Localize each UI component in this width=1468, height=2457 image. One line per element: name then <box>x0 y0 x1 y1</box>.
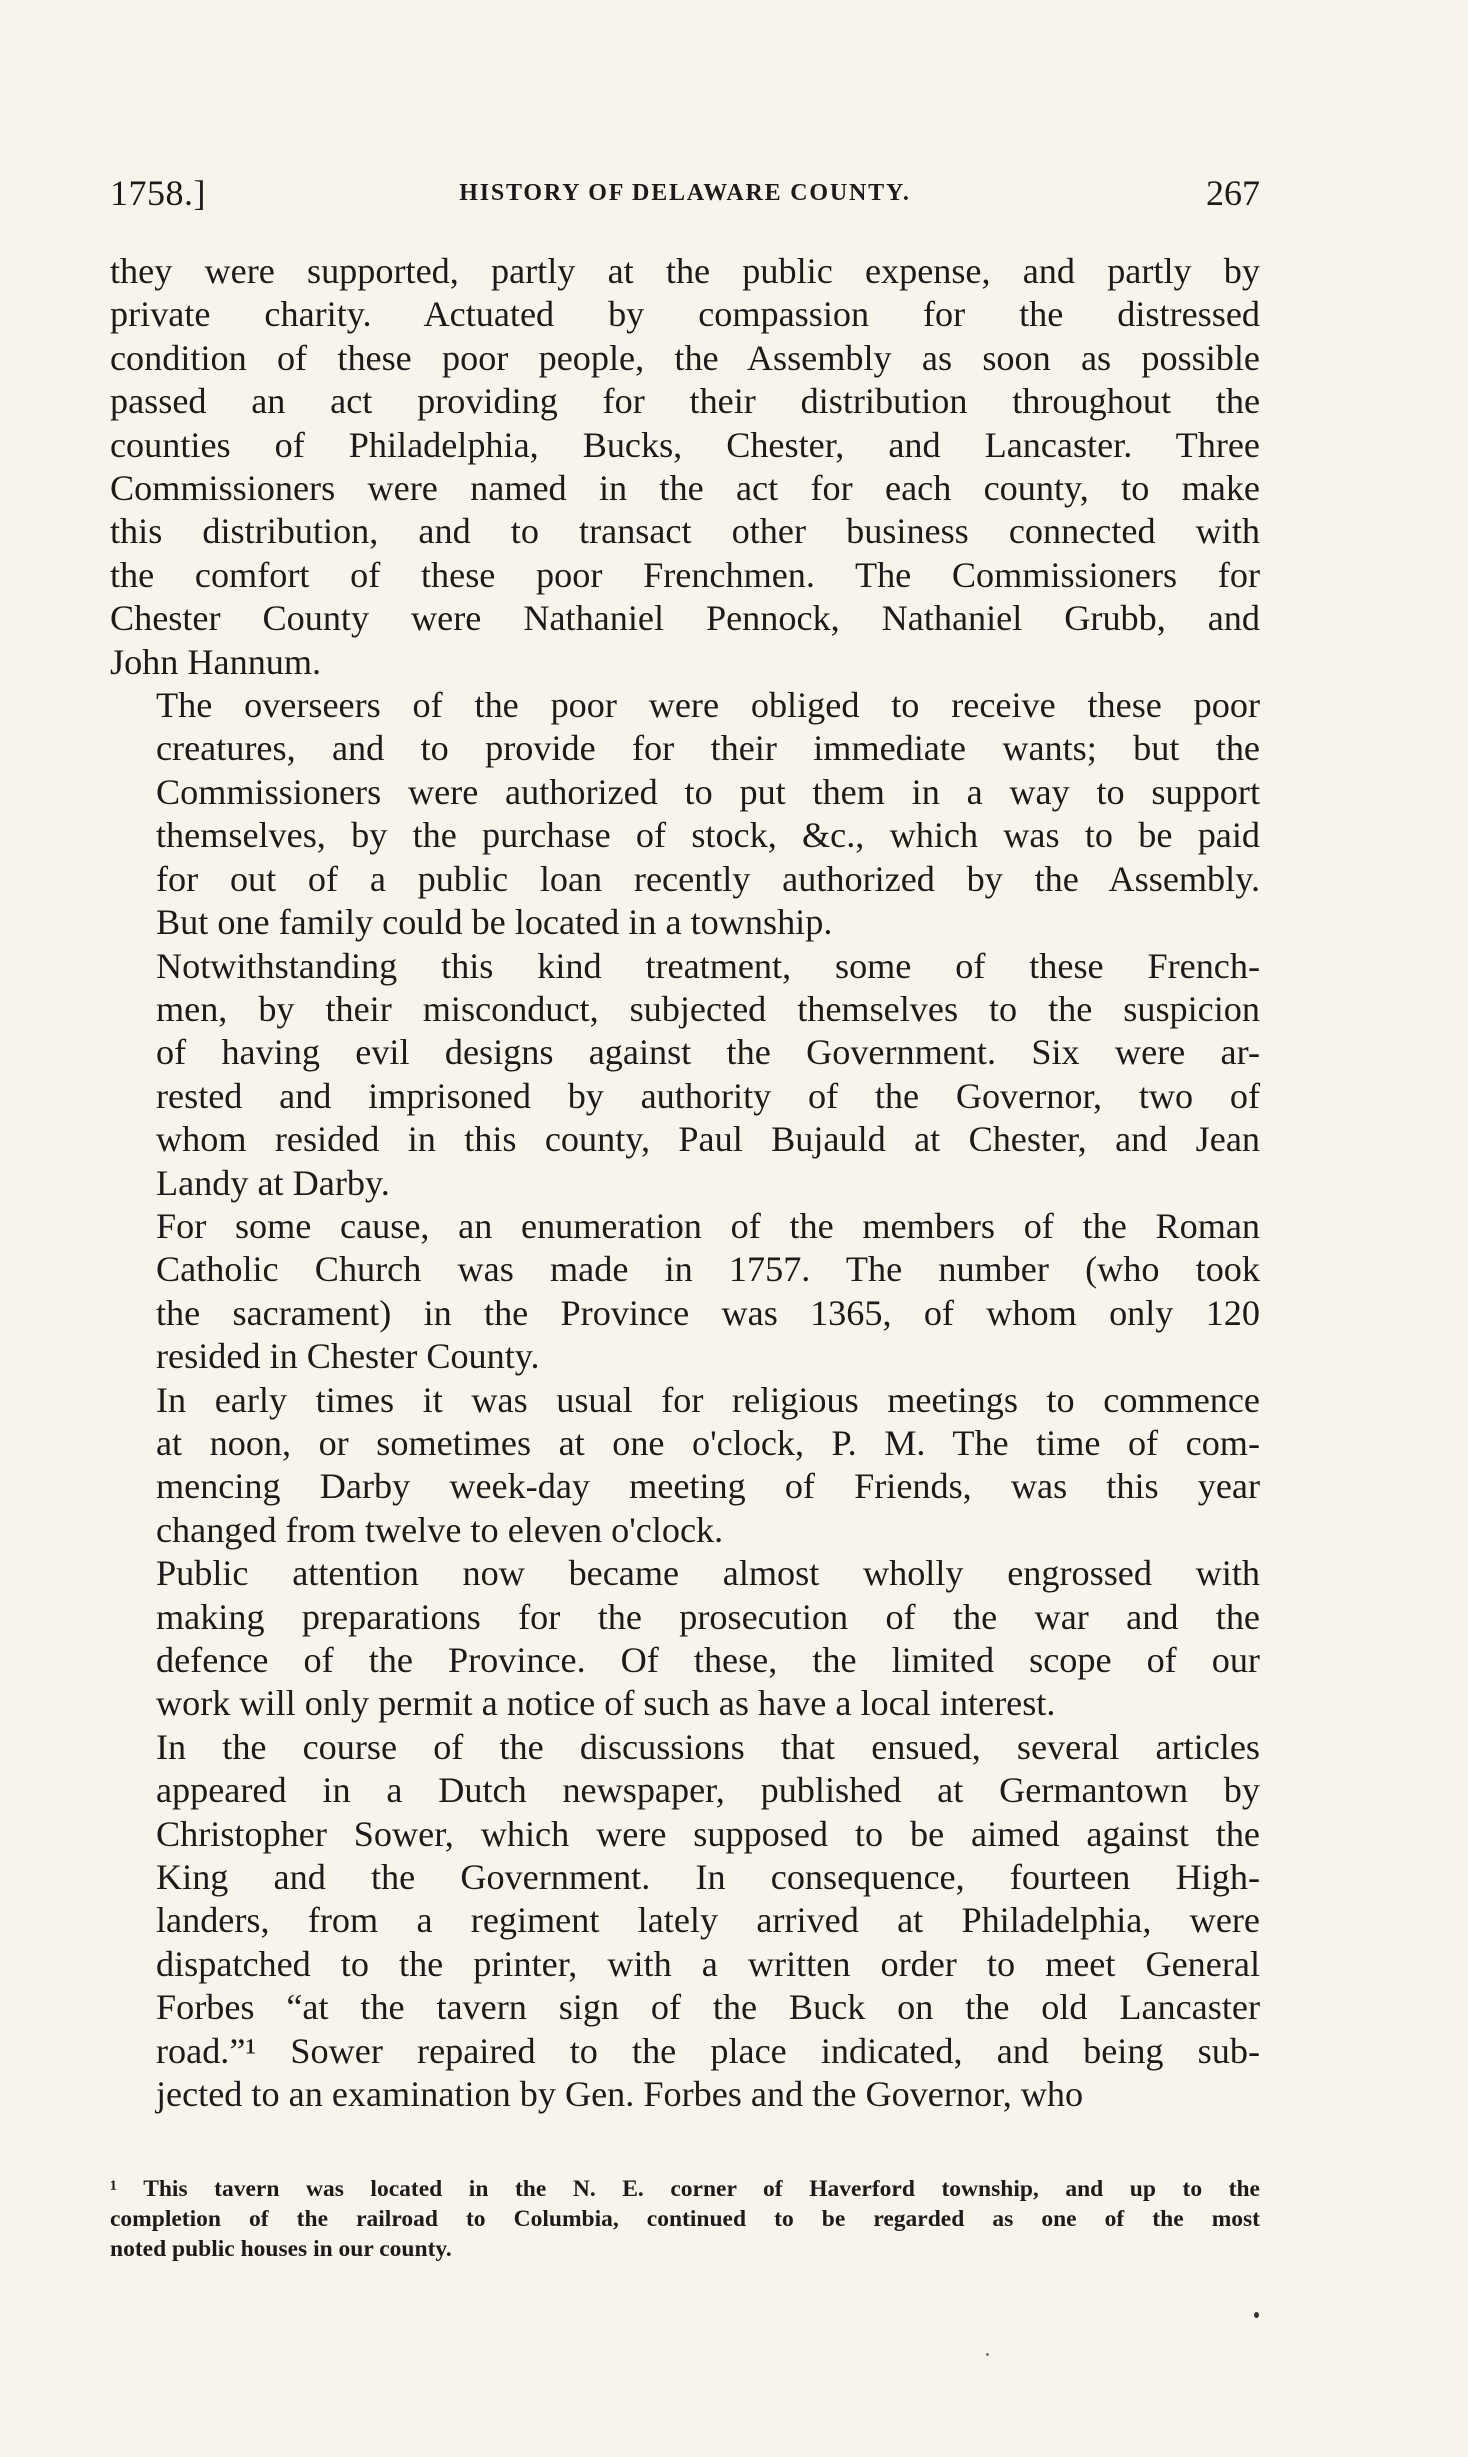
text-line: they were supported, partly at the public expense, and partly by <box>110 251 1260 291</box>
paragraph <box>110 945 1260 1205</box>
text-line: But one family could be located in a township. <box>156 902 833 943</box>
text-line: defence of the Province. Of these, the limited scope of our <box>156 1640 1260 1680</box>
text-line: private charity. Actuated by compassion for the distressed <box>110 294 1260 335</box>
text-line: of having evil designs against the Government. Six were ar- <box>156 1032 1260 1073</box>
text-line: whom resided in this county, Paul Bujauld at Chester, and Jean <box>156 1119 1260 1160</box>
text-line: appeared in a Dutch newspaper, published at Germantown by <box>156 1770 1260 1811</box>
text-line: for out of a public loan recently authorized by the Assembly. <box>156 858 1260 899</box>
text-line: men, by their misconduct, subjected themselves to the suspicion <box>156 988 1260 1029</box>
footnote-line: completion of the railroad to Columbia, continued to be regarded as one of the most <box>110 2206 1260 2232</box>
text-line: In the course of the discussions that ensued, several articles <box>156 1726 1260 1767</box>
paragraph <box>110 684 1260 944</box>
text-line: dispatched to the printer, with a written order to meet General <box>156 1943 1260 1984</box>
paragraph <box>110 250 1260 684</box>
body-text <box>110 250 1260 2116</box>
text-line: Forbes “at the tavern sign of the Buck on the old Lancaster <box>156 1987 1260 2028</box>
text-line: condition of these poor people, the Assembly as soon as possible <box>110 337 1260 378</box>
footnote-line: ¹ This tavern was located in the N. E. corner of Haverford township, and up to the <box>110 2176 1260 2202</box>
text-line: The overseers of the poor were obliged to receive these poor <box>156 685 1260 726</box>
running-head <box>110 172 1260 220</box>
text-line: the sacrament) in the Province was 1365, of whom only 120 <box>156 1292 1260 1333</box>
ink-speck <box>1254 2312 1259 2318</box>
text-line: Christopher Sower, which were supposed to be aimed against the <box>156 1813 1260 1854</box>
ink-speck <box>986 2353 989 2356</box>
paragraph <box>110 1726 1260 2117</box>
paragraph <box>110 1205 1260 1379</box>
text-line: Chester County were Nathaniel Pennock, Nathaniel Grubb, and <box>110 598 1260 639</box>
paragraph <box>110 1379 1260 1553</box>
text-line: this distribution, and to transact other business connected with <box>110 511 1260 552</box>
text-line: jected to an examination by Gen. Forbes and the Governor, who <box>156 2074 1084 2115</box>
text-line: rested and imprisoned by authority of the Governor, two of <box>156 1075 1260 1116</box>
text-line: resided in Chester County. <box>156 1336 540 1377</box>
text-line: creatures, and to provide for their immediate wants; but the <box>156 728 1260 769</box>
page-number: 267 <box>1206 173 1260 213</box>
text-line: In early times it was usual for religious meetings to commence <box>156 1379 1260 1420</box>
text-line: Commissioners were named in the act for each county, to make <box>110 468 1260 509</box>
text-line: Public attention now became almost wholly engrossed with <box>156 1553 1260 1594</box>
footnote <box>110 2174 1260 2264</box>
text-line: themselves, by the purchase of stock, &c., which was to be paid <box>156 815 1260 856</box>
text-line: John Hannum. <box>110 641 322 682</box>
text-line: at noon, or sometimes at one o'clock, P. M. The time of com- <box>156 1422 1260 1463</box>
paragraph <box>110 1552 1260 1726</box>
text-line: passed an act providing for their distribution throughout the <box>110 381 1260 422</box>
text-line: Notwithstanding this kind treatment, some of these French- <box>156 945 1260 986</box>
running-head-year: 1758.] <box>110 173 206 213</box>
text-line: work will only permit a notice of such as have a local interest. <box>156 1683 1056 1724</box>
text-line: For some cause, an enumeration of the members of the Roman <box>156 1205 1260 1246</box>
text-line: changed from twelve to eleven o'clock. <box>156 1509 724 1550</box>
running-head-title: HISTORY OF DELAWARE COUNTY. <box>459 180 911 206</box>
text-line: King and the Government. In consequence, fourteen High- <box>156 1857 1260 1898</box>
text-line: making preparations for the prosecution of the war and the <box>156 1596 1260 1637</box>
text-line: Commissioners were authorized to put them in a way to support <box>156 771 1260 812</box>
text-line: mencing Darby week-day meeting of Friends, was this year <box>156 1466 1260 1507</box>
text-line: Landy at Darby. <box>156 1162 390 1203</box>
text-line: landers, from a regiment lately arrived at Philadelphia, were <box>156 1900 1260 1941</box>
text-line: road.”¹ Sower repaired to the place indicated, and being sub- <box>156 2030 1260 2071</box>
footnote-line: noted public houses in our county. <box>110 2236 452 2262</box>
text-line: Catholic Church was made in 1757. The number (who took <box>156 1249 1260 1290</box>
text-line: the comfort of these poor Frenchmen. The Commissioners for <box>110 554 1260 595</box>
text-line: counties of Philadelphia, Bucks, Chester, and Lancaster. Three <box>110 424 1260 465</box>
